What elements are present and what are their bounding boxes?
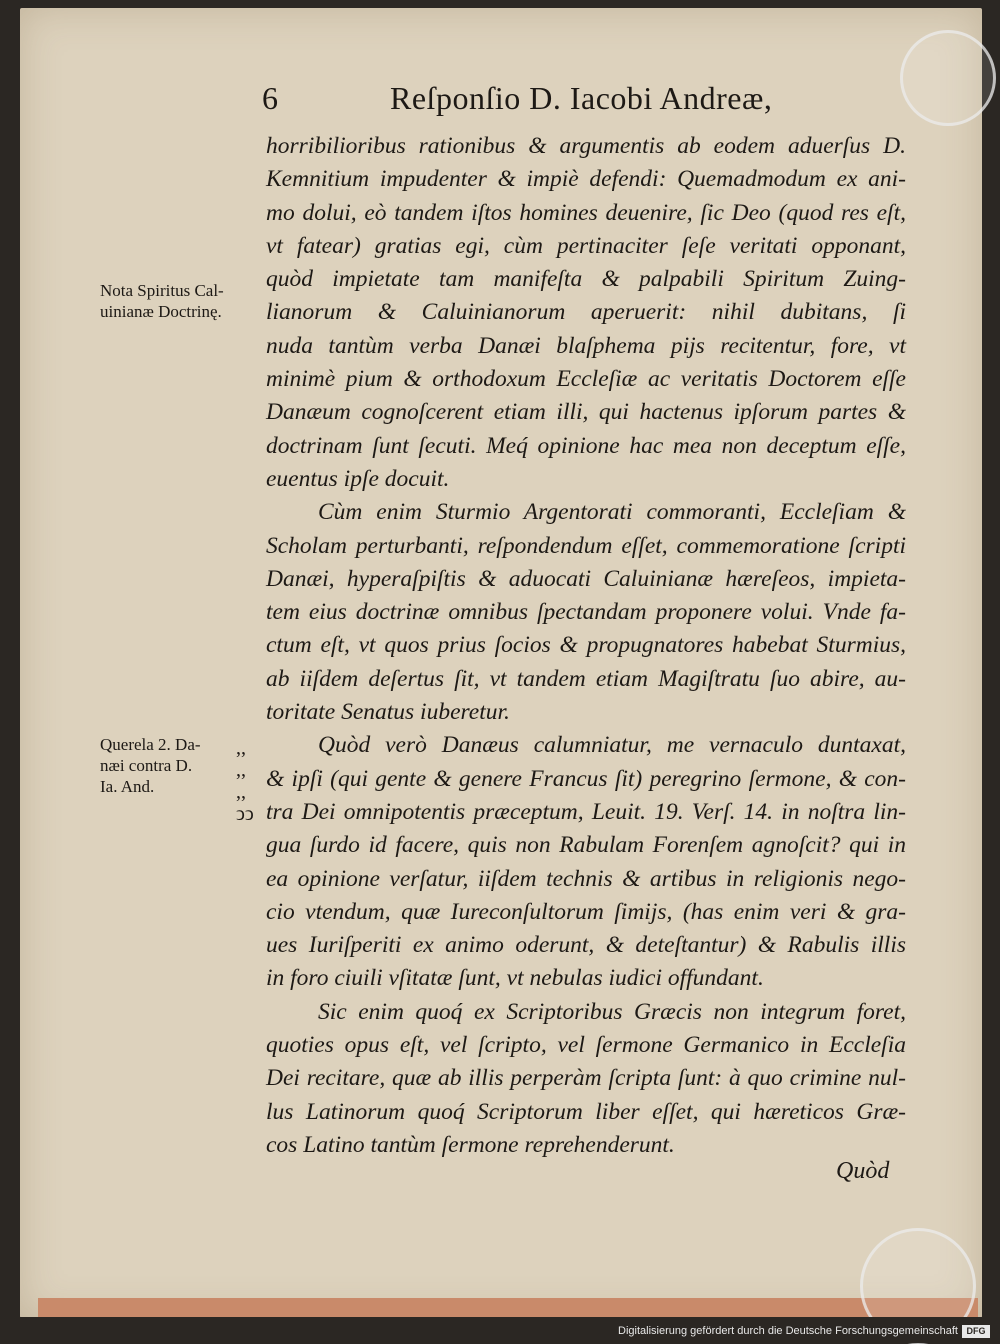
text-line: Cùm enim Sturmio Argentorati commoranti, Eccleſiam & <box>318 499 906 526</box>
margin-note-line: Querela 2. Da- <box>100 735 201 754</box>
running-head-title: Reſponſio D. Iacobi Andreæ, <box>390 80 773 116</box>
paragraph-1 <box>266 130 906 496</box>
text-line: lus Latinorum quoq́ Scriptorum liber eſſet, qui hæreticos Græ- <box>266 1098 906 1125</box>
text-line: tem eius doctrinæ omnibus ſpectandam proponere volui. Vnde fa- <box>266 599 906 626</box>
margin-note-line: uinianæ Doctrinę. <box>100 302 222 321</box>
text-line: ab iiſdem deſertus ſit, vt tandem etiam Magiſtratu ſuo abire, au- <box>266 665 906 692</box>
text-line: cos Latino tantùm ſermone reprehenderunt. <box>266 1131 675 1158</box>
text-line: ctum eſt, vt quos prius ſocios & propugnatores habebat Sturmius, <box>266 632 906 659</box>
margin-note-line: Nota Spiritus Cal- <box>100 281 224 300</box>
text-line: quoties opus eſt, vel ſcripto, vel ſermone Germanico in Eccleſia <box>266 1032 906 1059</box>
text-line: Danæi, hyperaſpiſtis & aduocati Caluinianæ hæreſeos, impieta- <box>266 565 906 592</box>
text-line: Danæum cognoſcerent etiam illi, qui hactenus ipſorum partes & <box>266 399 906 426</box>
text-line: quòd impietate tam manifeſta & palpabili Spiritum Zuing- <box>266 266 906 293</box>
text-line: gua ſurdo id facere, quis non Rabulam Forenſem agnoſcit? qui in <box>266 832 906 859</box>
text-line: ea opinione verſatur, iiſdem technis & artibus in religionis nego- <box>266 865 906 892</box>
digitization-footer <box>0 1317 1000 1343</box>
paragraph-3 <box>266 729 906 995</box>
text-line: euentus ipſe docuit. <box>266 465 450 492</box>
text-line: Scholam perturbanti, reſpondendum eſſet, commemoratione ſcripti <box>266 532 906 559</box>
running-head <box>262 80 922 130</box>
text-line: in foro ciuili vſitatæ ſunt, vt nebulas iudici offundant. <box>266 965 764 992</box>
text-line: Kemnitium impudenter & impiè defendi: Quemadmodum ex ani- <box>266 166 906 193</box>
text-line: nuda tantùm verba Danæi blaſphema pijs recitentur, fore, vt <box>266 332 906 359</box>
text-line: Quòd verò Danæus calumniatur, me vernaculo duntaxat, <box>318 732 906 759</box>
text-line: lianorum & Caluinianorum aperuerit: nihil dubitans, ſi <box>266 299 906 326</box>
text-line: cio vtendum, quæ Iureconſultorum ſimijs, (has enim veri & gra- <box>266 898 906 925</box>
text-line: toritate Senatus iuberetur. <box>266 699 510 726</box>
dfg-logo: DFG <box>962 1325 990 1338</box>
paragraph-2 <box>266 496 906 729</box>
text-line: & ipſi (qui gente & genere Francus ſit) peregrino ſermone, & con- <box>266 765 906 792</box>
text-line: vt fatear) gratias egi, cùm pertinaciter ſeſe veritati opponant, <box>266 232 906 259</box>
text-line: Dei recitare, quæ ab illis perperàm ſcripta ſunt: à quo crimine nul- <box>266 1065 906 1092</box>
quote-mark: ,, <box>236 759 246 781</box>
margin-note-line: Ia. And. <box>100 777 155 796</box>
quotation-marks <box>236 737 254 825</box>
funding-credit: Digitalisierung gefördert durch die Deutsche Forschungsgemeinschaft <box>618 1325 958 1337</box>
text-line: horribilioribus rationibus & argumentis ab eodem aduerſus D. <box>266 133 906 159</box>
text-line: tra Dei omnipotentis præceptum, Leuit. 19. Verſ. 14. in noſtra lin- <box>266 798 906 825</box>
page-number: 6 <box>262 80 278 116</box>
paragraph-4 <box>266 996 906 1162</box>
body-text <box>266 130 906 1162</box>
text-line: Sic enim quoq́ ex Scriptoribus Græcis non integrum foret, <box>318 998 906 1025</box>
quote-mark: ͻͻ <box>236 803 254 825</box>
quote-mark: ,, <box>236 737 246 759</box>
catchword: Quòd <box>836 1158 890 1184</box>
text-line: doctrinam ſunt ſecuti. Meq́ opinione hac mea non deceptum eſſe, <box>266 432 906 459</box>
margin-note-1 <box>100 280 224 322</box>
margin-note-2 <box>100 734 201 797</box>
text-line: minimè pium & orthodoxum Eccleſiæ ac veritatis Doctorem eſſe <box>266 366 906 393</box>
quote-mark: ,, <box>236 781 246 803</box>
margin-note-line: næi contra D. <box>100 756 193 775</box>
text-line: mo dolui, eò tandem iſtos homines deuenire, ſic Deo (quod res eſt, <box>266 199 906 226</box>
text-line: ues Iuriſperiti ex animo oderunt, & deteſtantur) & Rabulis illis <box>266 932 906 959</box>
